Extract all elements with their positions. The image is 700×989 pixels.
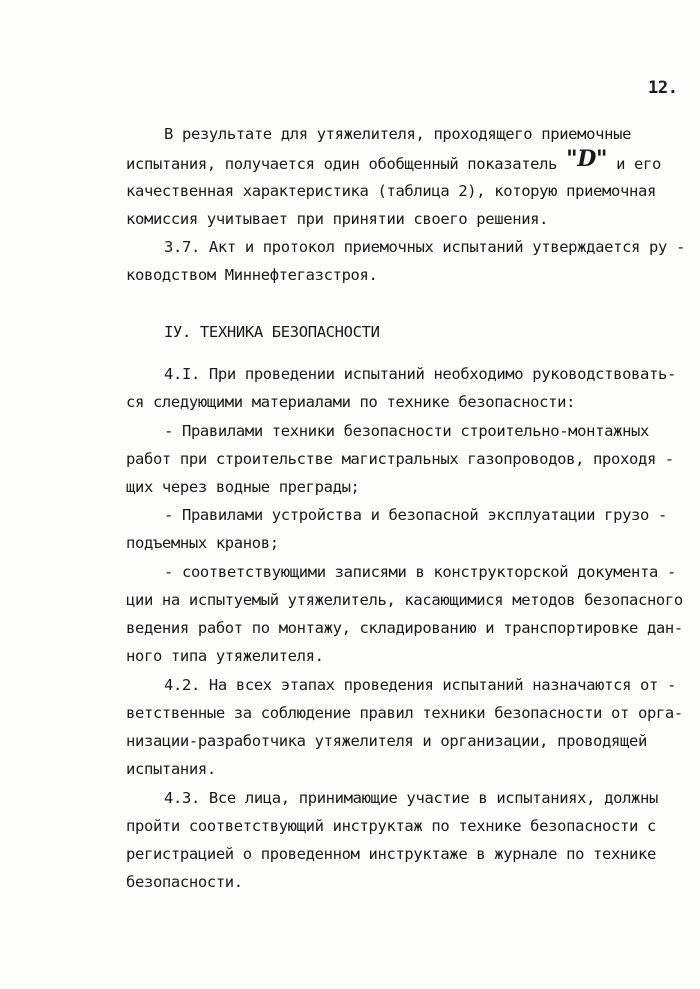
text-line: 4.I. При проведении испытаний необходимо руководствовать- bbox=[164, 365, 676, 383]
text-line: качественная характеристика (таблица 2), которую приемочная bbox=[126, 182, 656, 200]
page-number: 12. bbox=[648, 78, 678, 98]
text-line: ся следующими материалами по технике безопасности: bbox=[126, 393, 576, 411]
text-line: регистрацией о проведенном инструктаже в журнале по технике bbox=[126, 845, 656, 863]
text-line: щих через водные преграды; bbox=[126, 478, 360, 496]
section-heading: IУ. ТЕХНИКА БЕЗОПАСНОСТИ bbox=[164, 323, 380, 341]
text-line: пройти соответствующий инструктаж по технике безопасности с bbox=[126, 817, 656, 835]
text-line: - Правилами устройства и безопасной эксплуатации грузо - bbox=[164, 506, 667, 524]
text-line: ведения работ по монтажу, складированию и транспортировке дан- bbox=[126, 619, 683, 637]
text-line: 4.2. На всех этапах проведения испытаний назначаются от - bbox=[164, 676, 676, 694]
text-line: 4.3. Все лица, принимающие участие в испытаниях, должны bbox=[164, 789, 658, 807]
text-line: 3.7. Акт и протокол приемочных испытаний утверждается ру - bbox=[164, 238, 685, 256]
text-line: ководством Миннефтегазстроя. bbox=[126, 266, 378, 284]
indicator-symbol: "D" bbox=[566, 146, 608, 172]
text-line: ного типа утяжелителя. bbox=[126, 647, 324, 665]
text-line: - соответствующими записями в конструкторской документа - bbox=[164, 563, 676, 581]
text-line bbox=[126, 146, 661, 174]
text-line: - Правилами техники безопасности строительно-монтажных bbox=[164, 422, 650, 440]
text-line-part: и его bbox=[616, 155, 661, 173]
text-line: комиссия учитывает при принятии своего решения. bbox=[126, 210, 549, 228]
text-line-part: испытания, получается один обобщенный показатель bbox=[126, 155, 558, 173]
text-line: В результате для утяжелителя, проходящего приемочные bbox=[164, 125, 632, 143]
text-line: подъемных кранов; bbox=[126, 534, 279, 552]
text-line: работ при строительстве магистральных газопроводов, проходя - bbox=[126, 450, 674, 468]
text-line: ветственные за соблюдение правил техники безопасности от орга- bbox=[126, 704, 683, 722]
text-line: безопасности. bbox=[126, 873, 243, 891]
text-line: ции на испытуемый утяжелитель, касающимися методов безопасного bbox=[126, 591, 683, 609]
text-line: низации-разработчика утяжелителя и организации, проводящей bbox=[126, 732, 647, 750]
text-line: испытания. bbox=[126, 760, 216, 778]
